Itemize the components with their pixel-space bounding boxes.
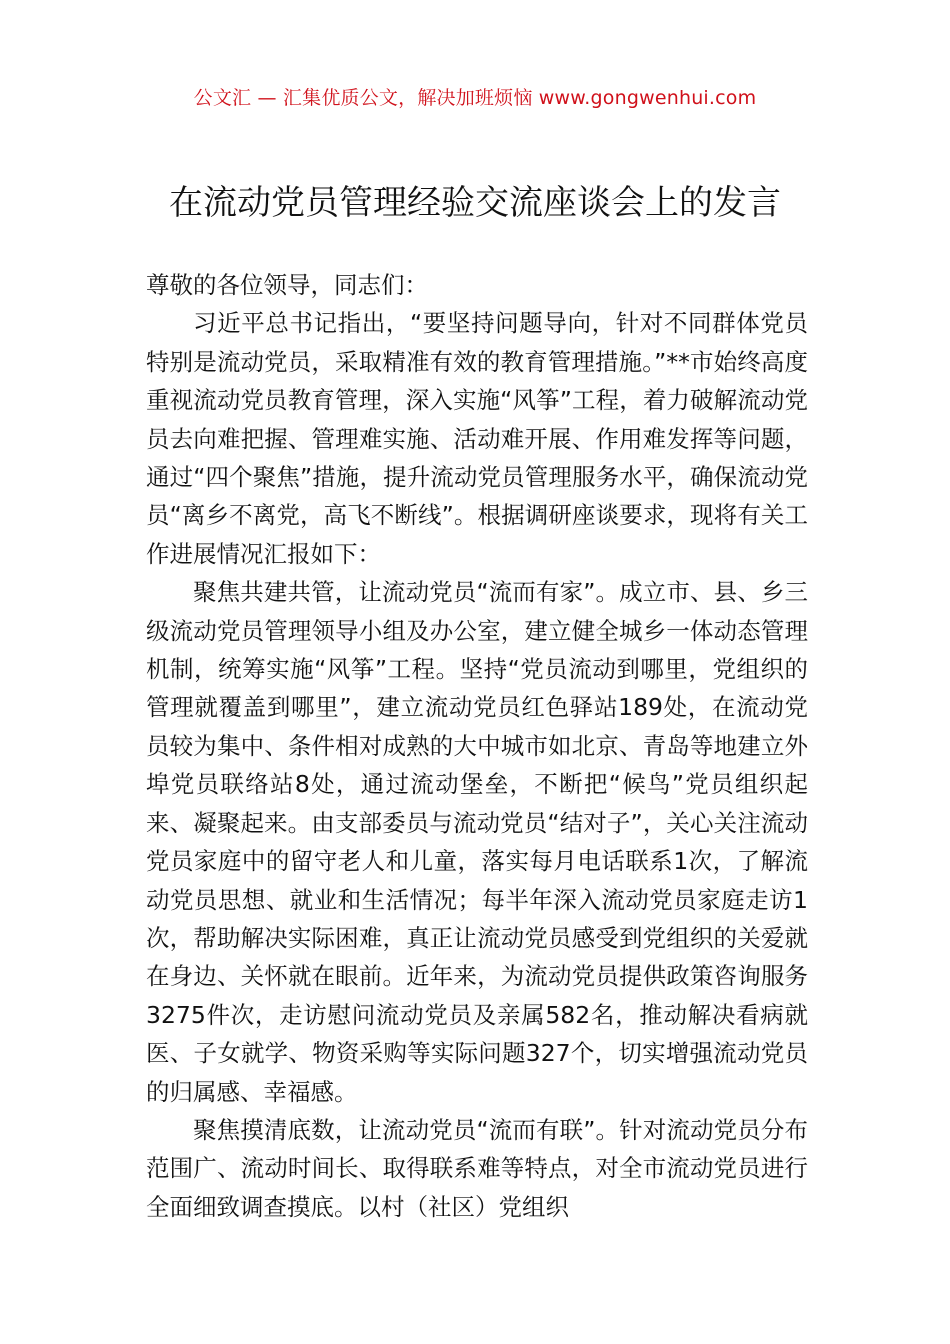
salutation: 尊敬的各位领导，同志们：	[146, 271, 428, 299]
header-banner: 公文汇 — 汇集优质公文，解决加班烦恼 www.gongwenhui.com	[193, 87, 757, 109]
paragraph-survey: 聚焦摸清底数，让流动党员“流而有联”。针对流动党员分布范围广、流动时间长、取得联系难等特点，对全市流动党员进行全面细致调查摸底。以村（社区）党组织	[146, 1115, 808, 1221]
paragraph-intro: 习近平总书记指出，“要坚持问题导向，针对不同群体党员特别是流动党员，采取精准有效的教育管理措施。”**市始终高度重视流动党员教育管理，深入实施“风筝”工程，着力破解流动党员去向难把握、管理难实施、活动难开展、作用难发挥等问题，通过“四个聚焦”措施，提升流动党员管理服务水平，确保流动党员“离乡不离党，高飞不断线”。根据调研座谈要求，现将有关工作进展情况汇报如下：	[146, 309, 808, 568]
document-body	[146, 266, 808, 1226]
paragraph-co-building: 聚焦共建共管，让流动党员“流而有家”。成立市、县、乡三级流动党员管理领导小组及办公室，建立健全城乡一体动态管理机制，统筹实施“风筝”工程。坚持“党员流动到哪里，党组织的管理就覆盖到哪里”，建立流动党员红色驿站189处，在流动党员较为集中、条件相对成熟的大中城市如北京、青岛等地建立外埠党员联络站8处，通过流动堡垒，不断把“候鸟”党员组织起来、凝聚起来。由支部委员与流动党员“结对子”，关心关注流动党员家庭中的留守老人和儿童，落实每月电话联系1次，了解流动党员思想、就业和生活情况；每半年深入流动党员家庭走访1次，帮助解决实际困难，真正让流动党员感受到党组织的关爱就在身边、关怀就在眼前。近年来，为流动党员提供政策咨询服务3275件次，走访慰问流动党员及亲属582名，推动解决看病就医、子女就学、物资采购等实际问题327个，切实增强流动党员的归属感、幸福感。	[146, 578, 808, 1106]
document-title: 在流动党员管理经验交流座谈会上的发言	[169, 183, 781, 223]
